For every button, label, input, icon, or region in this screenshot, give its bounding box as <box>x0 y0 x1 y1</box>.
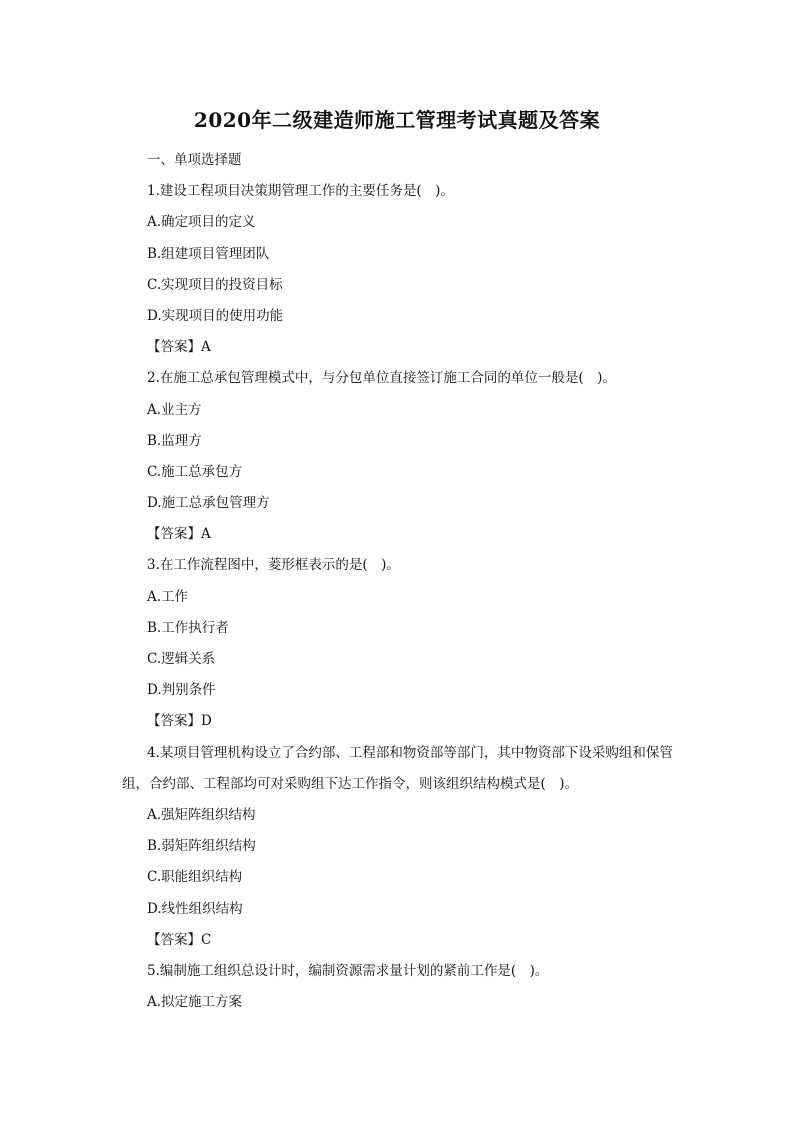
answer-line: 【答案】D <box>147 713 212 730</box>
document-title: 2020年二级建造师施工管理考试真题及答案 <box>193 108 601 132</box>
option-d: D.施工总承包管理方 <box>147 495 270 512</box>
option-c: C.职能组织结构 <box>147 869 243 886</box>
answer-line: 【答案】A <box>147 526 211 543</box>
question-stem: 4.某项目管理机构设立了合约部、工程部和物资部等部门，其中物资部下设采购组和保管组，合约部、工程部均可对采购组下达工作指令，则该组织结构模式是( )。 <box>122 744 673 792</box>
question-stem: 2.在施工总承包管理模式中，与分包单位直接签订施工合同的单位一般是( )。 <box>147 370 616 387</box>
answer-line: 【答案】C <box>147 931 212 948</box>
option-b: B.弱矩阵组织结构 <box>147 838 256 855</box>
question-stem: 1.建设工程项目决策期管理工作的主要任务是( )。 <box>147 183 454 200</box>
option-c: C.实现项目的投资目标 <box>147 276 283 293</box>
document-body <box>122 145 682 1018</box>
option-d: D.线性组织结构 <box>147 900 243 917</box>
option-d: D.判别条件 <box>147 682 216 699</box>
option-a: A.强矩阵组织结构 <box>147 806 256 823</box>
option-a: A.工作 <box>147 588 189 605</box>
option-b: B.组建项目管理团队 <box>147 245 270 262</box>
option-a: A.确定项目的定义 <box>147 214 256 231</box>
option-c: C.施工总承包方 <box>147 463 243 480</box>
option-b: B.监理方 <box>147 432 202 449</box>
option-a: A.业主方 <box>147 401 202 418</box>
option-a: A.拟定施工方案 <box>147 994 243 1011</box>
question-stem: 5.编制施工组织总设计时，编制资源需求量计划的紧前工作是( )。 <box>147 962 549 979</box>
question-stem: 3.在工作流程图中，菱形框表示的是( )。 <box>147 557 400 574</box>
answer-line: 【答案】A <box>147 339 211 356</box>
option-d: D.实现项目的使用功能 <box>147 307 284 324</box>
option-c: C.逻辑关系 <box>147 651 216 667</box>
section-heading: 一、单项选择题 <box>147 152 242 168</box>
option-b: B.工作执行者 <box>147 619 229 636</box>
